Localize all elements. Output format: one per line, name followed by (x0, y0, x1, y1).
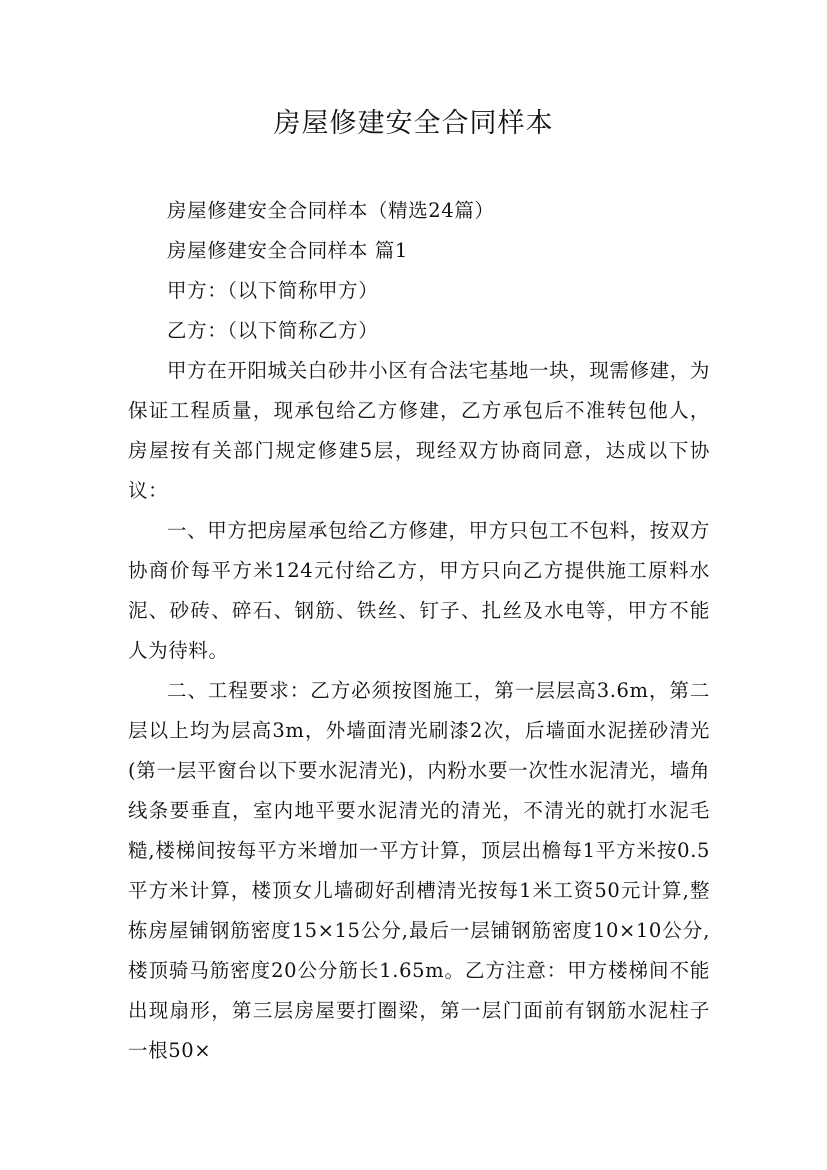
paragraph-section-heading: 房屋修建安全合同样本 篇1 (167, 239, 408, 262)
paragraph-party-a: 甲方：（以下简称甲方） (167, 279, 379, 302)
paragraph-intro: 甲方在开阳城关白砂井小区有合法宅基地一块，现需修建，为保证工程质量，现承包给乙方修建，乙方承包后不准转包他人，房屋按有关部门规定修建5层，现经双方协商同意，达成以下协议： (128, 359, 710, 502)
document-body (128, 191, 710, 1071)
document-title: 房屋修建安全合同样本 (273, 108, 554, 139)
paragraph-party-b: 乙方：（以下简称乙方） (167, 319, 379, 342)
paragraph-clause-2: 二、工程要求：乙方必须按图施工，第一层层高3.6m，第二层以上均为层高3m，外墙面清光刷漆2次，后墙面水泥搓砂清光(第一层平窗台以下要水泥清光)，内粉水要一次性水泥清光，墙角线条要垂直，室内地平要水泥清光的清光，不清光的就打水泥毛糙,楼梯间按每平方米增加一平方计算，顶层出檐每1平方米按0.5平方米计算，楼顶女儿墙砌好刮槽清光按每1米工资50元计算,整栋房屋铺钢筋密度15×15公分,最后一层铺钢筋密度10×10公分,楼顶骑马筋密度20公分筋长1.65m。乙方注意：甲方楼梯间不能出现扇形，第三层房屋要打圈梁，第一层门面前有钢筋水泥柱子一根50× (128, 679, 710, 1062)
paragraph-subtitle: 房屋修建安全合同样本（精选24篇） (167, 199, 495, 222)
paragraph-clause-1: 一、甲方把房屋承包给乙方修建，甲方只包工不包料，按双方协商价每平方米124元付给乙方，甲方只向乙方提供施工原料水泥、砂砖、碎石、钢筋、铁丝、钉子、扎丝及水电等，甲方不能人为待料。 (128, 519, 710, 662)
